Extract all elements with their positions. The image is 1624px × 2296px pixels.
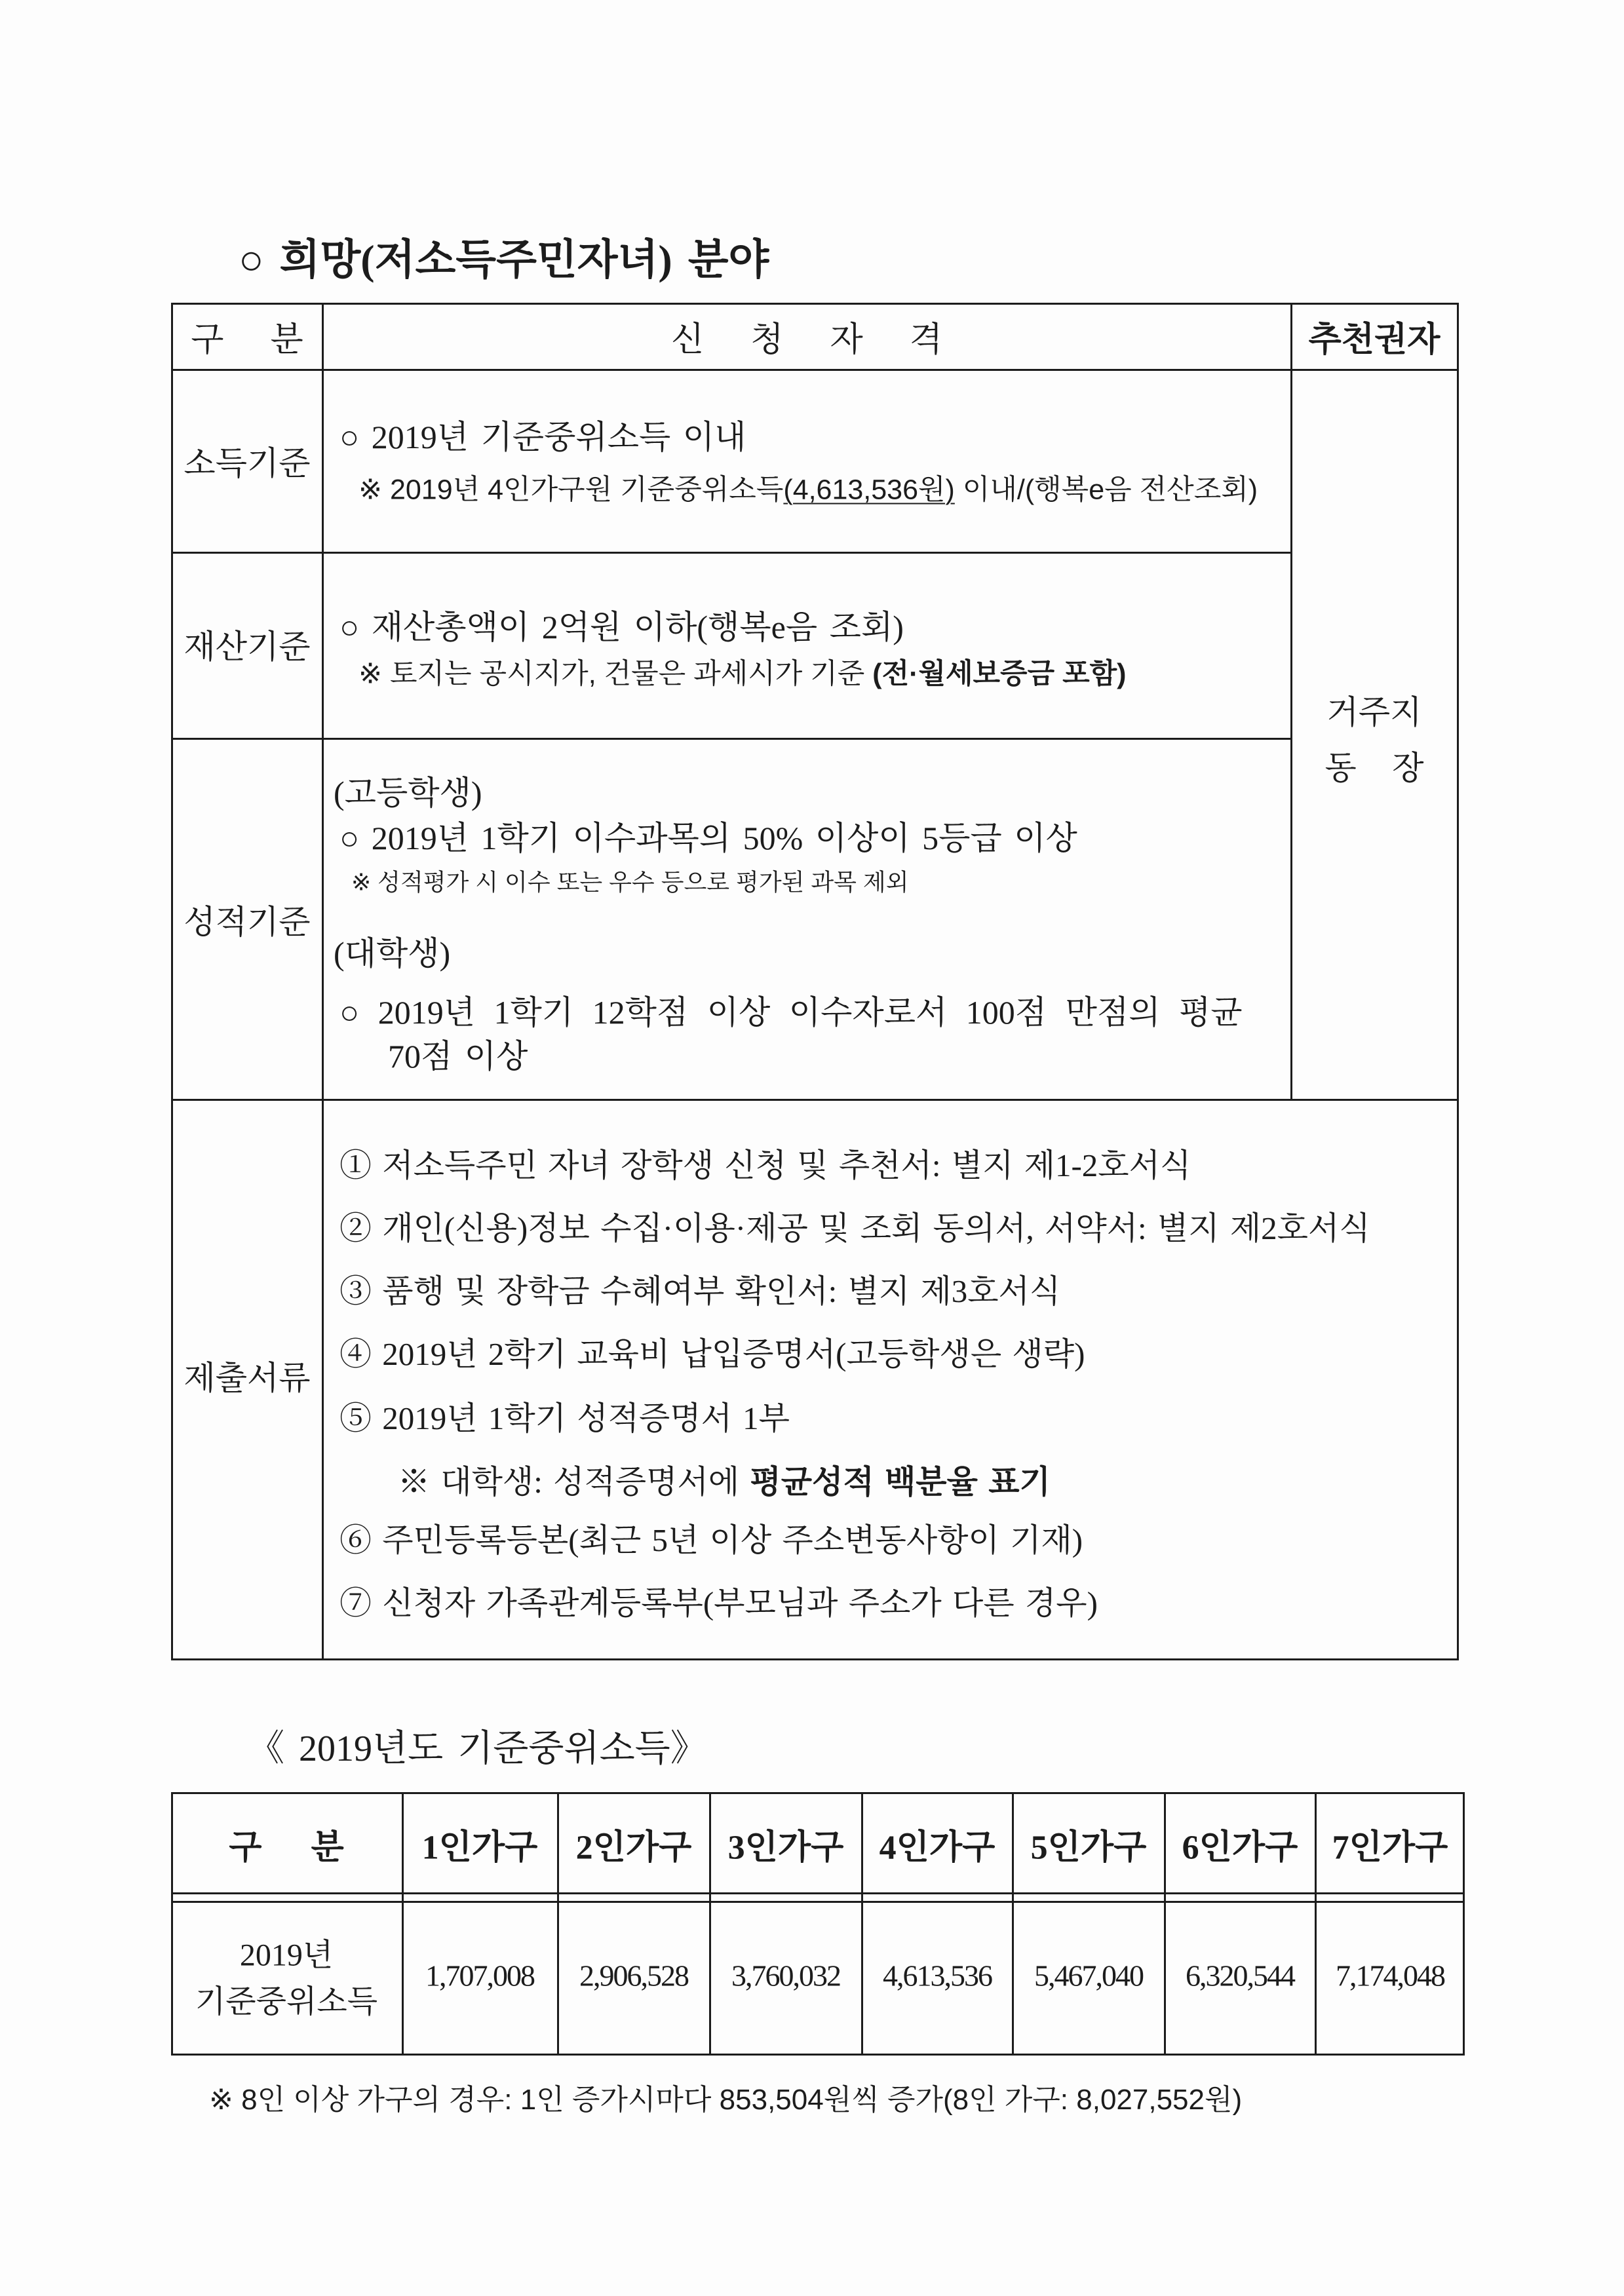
household-header: 1인가구	[421, 1829, 538, 1867]
household-header: 3인가구	[727, 1829, 844, 1867]
column-rule	[557, 1792, 559, 2056]
header-rule	[171, 369, 1459, 371]
university-criterion-continued: 70점 이상	[388, 1038, 528, 1075]
income-note-suffix: 이내/(행복e음 전산조회)	[954, 474, 1258, 506]
university-note-prefix: ※ 대학생: 성적증명서에	[398, 1464, 750, 1500]
column-rule	[322, 303, 324, 1660]
household-header: 5인가구	[1030, 1829, 1147, 1867]
high-school-criterion: ○ 2019년 1학기 이수과목의 50% 이상이 5등급 이상	[339, 820, 1077, 856]
document-item: ② 개인(신용)정보 수집·이용·제공 및 조회 동의서, 서약서: 별지 제2호서식	[339, 1210, 1370, 1246]
table-border-right	[1463, 1792, 1465, 2056]
income-value: 3,760,032	[731, 1959, 840, 1993]
document-item: ⑥ 주민등록등본(최근 5년 이상 주소변동사항이 기재)	[339, 1522, 1083, 1558]
row-rule	[171, 552, 1292, 554]
university-document-note	[398, 1457, 1051, 1502]
income-note-prefix: ※ 2019년 4인가구원 기준중위소득	[358, 474, 784, 506]
median-income-title: 《 2019년도 기준중위소득》	[248, 1729, 707, 1769]
household-header: 7인가구	[1332, 1829, 1448, 1867]
label-documents: 제출서류	[184, 1360, 311, 1396]
income-note-amount: (4,613,536원)	[783, 474, 955, 506]
header-recommender: 추천권자	[1308, 321, 1440, 359]
recommender-line2: 동 장	[1324, 750, 1424, 786]
median-income-table	[171, 1792, 1465, 2056]
header-qualification: 신 청 자 격	[671, 321, 942, 359]
income-value: 4,613,536	[883, 1959, 992, 1993]
label-income: 소득기준	[184, 445, 311, 482]
income-value: 2,906,528	[579, 1959, 688, 1993]
household-header: 6인가구	[1182, 1829, 1298, 1867]
table-border-top	[171, 1792, 1465, 1794]
column-rule	[1012, 1792, 1014, 2056]
property-criterion: ○ 재산총액이 2억원 이하(행복e음 조회)	[339, 609, 904, 645]
label-grades: 성적기준	[184, 904, 311, 940]
document-item: ③ 품행 및 장학금 수혜여부 확인서: 별지 제3호서식	[339, 1273, 1061, 1309]
income-value: 5,467,040	[1034, 1959, 1143, 1993]
table-border-left	[171, 1792, 173, 2056]
table-border-bottom	[171, 2054, 1465, 2056]
table-border-top	[171, 303, 1459, 305]
property-note-bold: (전·월세보증금 포함)	[872, 658, 1127, 690]
document-item: ① 저소득주민 자녀 장학생 신청 및 추천서: 별지 제1-2호서식	[339, 1147, 1191, 1183]
table-border-right	[1457, 303, 1459, 1660]
university-heading: (대학생)	[334, 935, 451, 972]
document-item: ⑤ 2019년 1학기 성적증명서 1부	[339, 1400, 790, 1436]
income-value: 7,174,048	[1336, 1959, 1444, 1993]
property-note	[358, 652, 1126, 692]
row-label-name: 기준중위소득	[195, 1984, 378, 2019]
document-item: ④ 2019년 2학기 교육비 납입증명서(고등학생은 생략)	[339, 1336, 1085, 1372]
header-category: 구 분	[191, 321, 303, 359]
header-category: 구 분	[229, 1829, 344, 1867]
column-rule	[1290, 303, 1292, 1101]
column-rule	[1164, 1792, 1166, 2056]
income-criterion: ○ 2019년 기준중위소득 이내	[339, 419, 746, 455]
university-note-bold: 평균성적 백분율 표기	[750, 1464, 1051, 1500]
column-rule	[709, 1792, 711, 2056]
row-rule	[171, 738, 1292, 740]
household-header: 4인가구	[879, 1829, 996, 1867]
criteria-table	[171, 303, 1459, 1660]
property-note-prefix: ※ 토지는 공시지가, 건물은 과세시가 기준	[358, 658, 873, 690]
table-border-bottom	[171, 1658, 1459, 1660]
university-criterion: ○ 2019년 1학기 12학점 이상 이수자로서 100점 만점의 평균	[339, 994, 1243, 1031]
column-rule	[1315, 1792, 1317, 2056]
header-double-rule	[171, 1892, 1465, 1894]
table-border-left	[171, 303, 173, 1660]
footnote: ※ 8인 이상 가구의 경우: 1인 증가시마다 853,504원씩 증가(8인 가구: 8,027,552원)	[209, 2084, 1243, 2116]
income-value: 6,320,544	[1186, 1959, 1294, 1993]
high-school-note: ※ 성적평가 시 이수 또는 우수 등으로 평가된 과목 제외	[351, 868, 909, 896]
header-double-rule	[171, 1901, 1465, 1903]
document-item: ⑦ 신청자 가족관계등록부(부모님과 주소가 다른 경우)	[339, 1585, 1098, 1621]
label-property: 재산기준	[184, 628, 311, 665]
column-rule	[861, 1792, 863, 2056]
section-title: ○ 희망(저소득주민자녀) 분야	[239, 237, 769, 283]
household-header: 2인가구	[575, 1829, 692, 1867]
high-school-heading: (고등학생)	[334, 775, 482, 811]
income-note	[358, 468, 1258, 508]
row-rule	[171, 1099, 1459, 1101]
column-rule	[402, 1792, 404, 2056]
row-label-year: 2019년	[239, 1938, 334, 1973]
income-value: 1,707,008	[425, 1959, 534, 1993]
recommender-line1: 거주지	[1326, 694, 1422, 731]
